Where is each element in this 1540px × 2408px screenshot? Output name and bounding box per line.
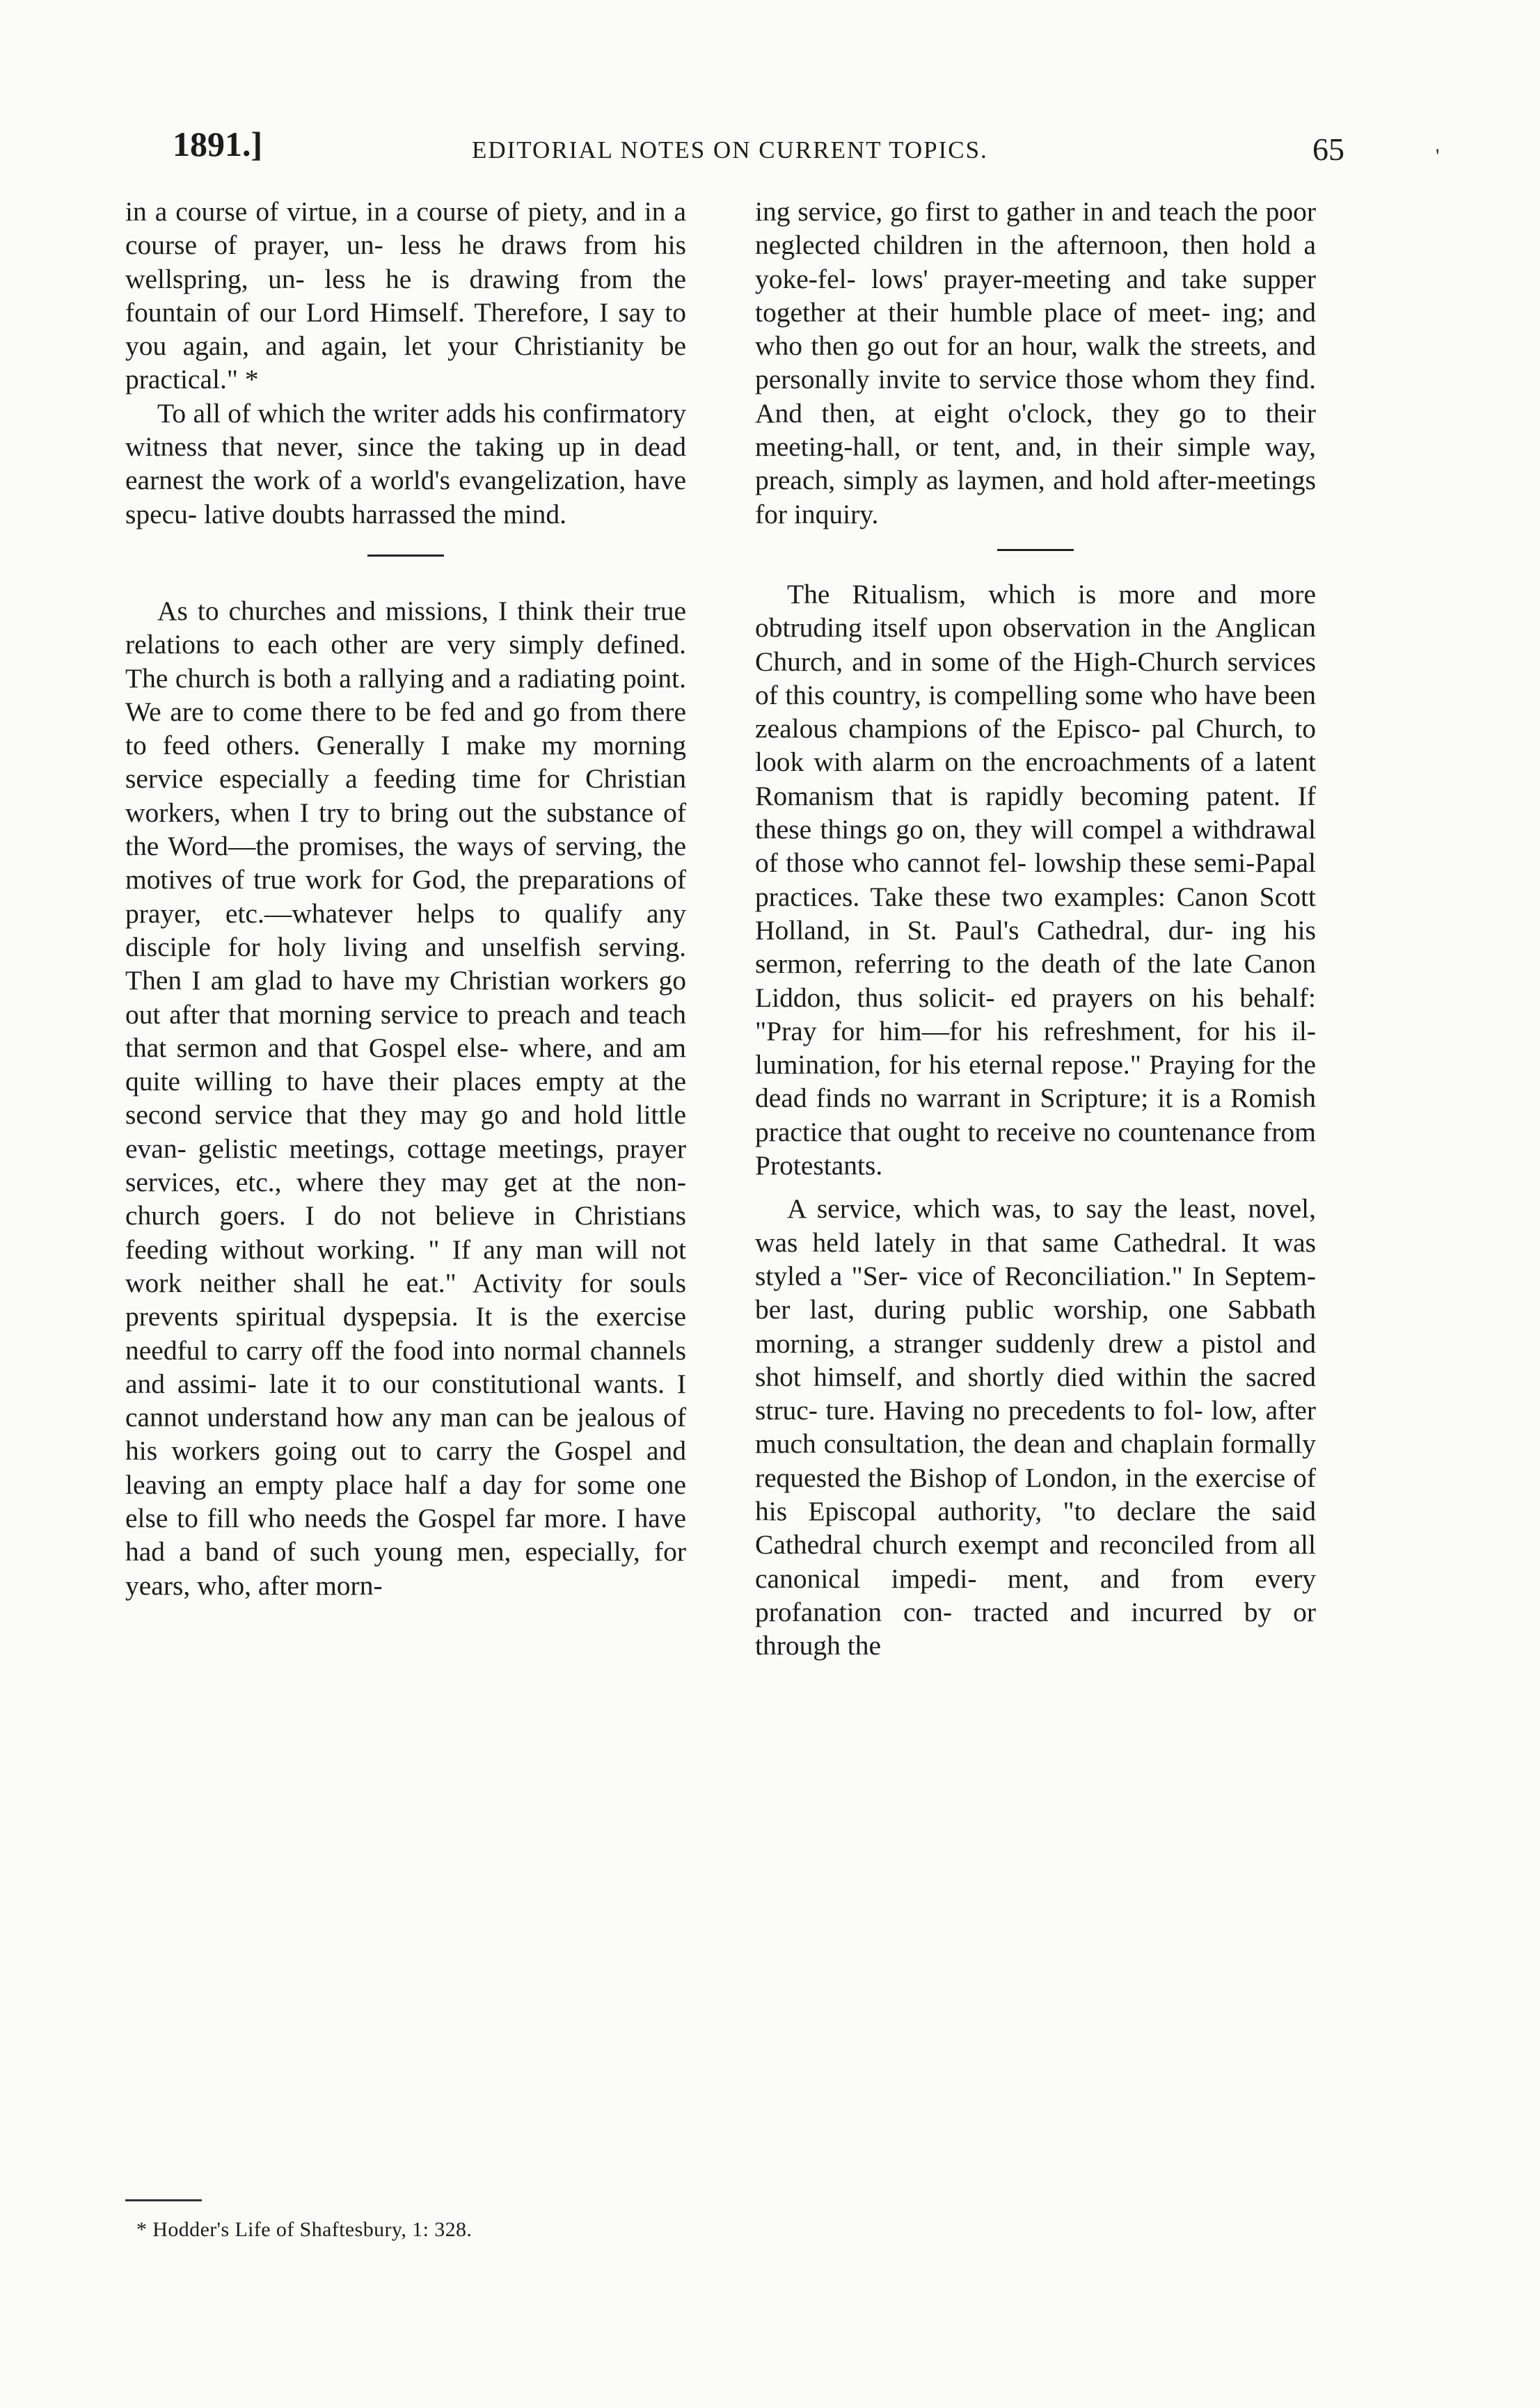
text-line: low, after much consultation, the dean: [755, 1395, 1317, 1460]
text-line: walk the streets, and personally invite: [755, 330, 1317, 395]
text-line: be jealous of his workers going out to: [125, 1402, 687, 1467]
text-line: very simply defined. The church is: [125, 629, 686, 694]
right-paragraph-2: [755, 577, 1316, 1182]
text-line: meeting-hall, or tent, and, in their: [755, 431, 1163, 463]
text-line: Christian workers go out after that: [125, 965, 686, 1030]
left-column: [125, 195, 686, 1602]
text-line: their true relations to each other are: [125, 595, 687, 660]
text-line: As to churches and missions, I think: [157, 595, 574, 626]
text-line: of a world's evangelization, have specu-: [125, 465, 686, 529]
page-number: 65: [1312, 131, 1344, 167]
text-line: late it to our constitutional wants. I: [269, 1368, 686, 1399]
text-line: of the Word—the promises, the ways: [125, 797, 686, 862]
text-line: cannot understand how any man can: [125, 1402, 534, 1433]
text-line: ed prayers on his behalf: "Pray for: [755, 982, 1316, 1046]
text-line: confirmatory witness that never, since: [125, 397, 687, 463]
text-line: Take these two examples: Canon Scott: [870, 881, 1316, 912]
text-line: of the High-Church services of this: [755, 646, 1316, 710]
text-line: his Episcopal authority, "to declare: [755, 1495, 1196, 1526]
text-line: To all of which the writer adds his: [157, 397, 536, 429]
text-line: less he draws from his wellspring, un-: [125, 230, 687, 294]
text-line: food into normal channels and assimi-: [125, 1334, 687, 1399]
text-line: encroachments of a latent Romanism: [755, 747, 1317, 811]
running-head-year: 1891.]: [173, 125, 263, 164]
section-divider: [997, 549, 1074, 551]
text-line: Holland, in St. Paul's Cathedral, dur-: [755, 914, 1214, 946]
text-line: withdrawal of those who cannot fel-: [755, 814, 1317, 879]
text-line: drew a pistol and shot himself, and: [755, 1327, 1317, 1392]
text-line: ber last, during public worship, one: [755, 1294, 1208, 1325]
text-line: of serving, the motives of true work: [125, 831, 687, 895]
text-line: serving. Then I am glad to have my: [125, 931, 686, 996]
text-line: make my morning service especially a: [125, 730, 687, 795]
text-line: been zealous champions of the Episco-: [755, 679, 1317, 744]
text-line: ing his sermon, referring to the death: [755, 914, 1317, 980]
text-line: place half a day for some one else to: [125, 1469, 687, 1533]
text-line: for God, the preparations of prayer,: [125, 864, 687, 929]
left-paragraph-2: [125, 397, 686, 531]
text-line: Sabbath morning, a stranger suddenly: [755, 1294, 1316, 1359]
text-line: etc.—whatever helps to qualify any: [225, 898, 687, 929]
text-line: lative doubts harrassed the mind.: [203, 498, 567, 529]
text-line: of the late Canon Liddon, thus solicit-: [755, 948, 1316, 1013]
text-line: tracted and incurred by or through the: [755, 1596, 1316, 1661]
text-line: that is rapidly becoming patent. If: [891, 780, 1317, 811]
text-line: is the exercise needful to carry off the: [125, 1301, 686, 1366]
text-line: prayer services, etc., where they may: [125, 1133, 686, 1198]
text-line: feeding time for Christian workers,: [125, 763, 686, 828]
text-line: in Scripture; it is a Romish practice: [755, 1083, 1317, 1147]
text-line: We are to come there to be fed and go: [125, 696, 560, 727]
left-paragraph-1: [125, 195, 686, 397]
text-line: of our Lord Himself. Therefore, I: [226, 296, 609, 328]
text-line: to service those whom they find. And: [755, 364, 1316, 429]
text-line: reconciled from all canonical impedi-: [755, 1529, 1316, 1594]
text-line: the taking up in dead earnest the work: [125, 431, 687, 496]
text-line: Bishop of London, in the exercise of: [909, 1462, 1316, 1493]
text-line: in the Anglican Church, and in some: [755, 612, 1317, 677]
text-line: pal Church, to look with alarm on the: [755, 713, 1317, 778]
text-line: less he is drawing from the fountain: [125, 263, 686, 328]
text-line: simple way, preach, simply as laymen,: [755, 431, 1316, 496]
text-line: fill who needs the Gospel far more. I: [207, 1502, 626, 1533]
text-line: that they may go and hold little evan-: [125, 1099, 687, 1164]
text-line: Praying for the dead finds no warrant: [755, 1049, 1316, 1114]
text-line: lows' prayer-meeting and take supper: [871, 263, 1317, 294]
text-line: both a rallying and a radiating point.: [283, 662, 686, 694]
text-line: gelistic meetings, cottage meetings,: [198, 1133, 605, 1164]
text-line: then, at eight o'clock, they go to their: [821, 397, 1317, 429]
text-line: The Ritualism, which is more and: [787, 578, 1237, 609]
text-line: country, is compelling some who have: [832, 679, 1257, 710]
text-line: teach the poor neglected children in: [755, 196, 1317, 261]
text-line: and hold after-meetings for inquiry.: [755, 465, 1317, 529]
right-column: [755, 195, 1316, 1662]
text-line: where, and am quite willing to have: [125, 1032, 686, 1097]
margin-mark: ': [1436, 145, 1440, 168]
text-line: these things go on, they will compel a: [755, 814, 1184, 845]
text-line: say to you again, and again, let your: [125, 296, 686, 362]
text-line: disciple for holy living and unselfish: [125, 931, 582, 962]
text-line: neither shall he eat." Activity for: [199, 1267, 612, 1298]
running-head-title: EDITORIAL NOTES ON CURRENT TOPICS.: [472, 136, 988, 164]
left-paragraph-3: [125, 594, 686, 1602]
text-line: believe in Christians feeding without: [125, 1200, 687, 1265]
text-line: lumination, for his eternal repose.": [755, 1049, 1141, 1081]
text-line: especially, for years, who, after morn-: [125, 1536, 686, 1601]
text-line: ing; and who then go out for an hour,: [755, 296, 1317, 362]
text-line: ture. Having no precedents to fol-: [825, 1395, 1203, 1426]
footnote-divider: [125, 2199, 202, 2201]
footnote: * Hodder's Life of Shaftesbury, 1: 328.: [136, 2218, 473, 2241]
text-line: morning service to preach and teach: [278, 998, 686, 1030]
text-line: when I try to bring out the substance: [230, 797, 653, 828]
text-line: get at the non-church goers. I do not: [125, 1167, 687, 1231]
text-line: more obtruding itself upon observation: [755, 578, 1316, 644]
text-line: souls prevents spiritual dyspepsia. It: [125, 1267, 687, 1332]
text-line: Christianity be practical." *: [125, 330, 686, 395]
text-line: him—for his refreshment, for his il-: [879, 1015, 1317, 1046]
text-line: shortly died within the sacred struc-: [755, 1361, 1317, 1426]
right-paragraph-3: [755, 1192, 1316, 1662]
text-line: ment, and from every profanation con-: [755, 1563, 1317, 1627]
text-line: the said Cathedral church exempt and: [755, 1495, 1317, 1561]
text-line: working. " If any man will not work: [125, 1234, 687, 1298]
text-line: from Protestants.: [755, 1116, 1316, 1181]
right-paragraph-1: [755, 195, 1316, 531]
text-line: in a course of virtue, in a course of: [125, 196, 520, 227]
text-line: together at their humble place of meet-: [755, 296, 1211, 328]
running-head: [173, 124, 1440, 173]
text-line: that ought to receive no countenance: [849, 1116, 1255, 1147]
text-line: and chaplain formally requested the: [755, 1428, 1316, 1493]
text-line: A service, which was, to say the: [787, 1193, 1168, 1225]
text-line: from there to feed others. Generally I: [125, 696, 686, 761]
text-line: least, novel, was held lately in that: [755, 1193, 1316, 1258]
text-line: carry the Gospel and leaving an empty: [125, 1435, 686, 1500]
section-divider: [367, 555, 444, 557]
text-line: have had a band of such young men,: [125, 1502, 687, 1568]
text-line: that sermon and that Gospel else-: [125, 1032, 509, 1063]
text-line: piety, and in a course of prayer, un-: [125, 196, 686, 261]
text-line: the afternoon, then hold a yoke-fel-: [755, 230, 1316, 294]
text-line: lowship these semi-Papal practices.: [755, 847, 1316, 912]
text-line: their places empty at the second service: [125, 1066, 686, 1131]
text-line: ing service, go first to gather in and: [755, 196, 1152, 227]
text-line: vice of Reconciliation." In Septem-: [917, 1260, 1317, 1291]
text-line: same Cathedral. It was styled a "Ser-: [755, 1227, 1317, 1291]
